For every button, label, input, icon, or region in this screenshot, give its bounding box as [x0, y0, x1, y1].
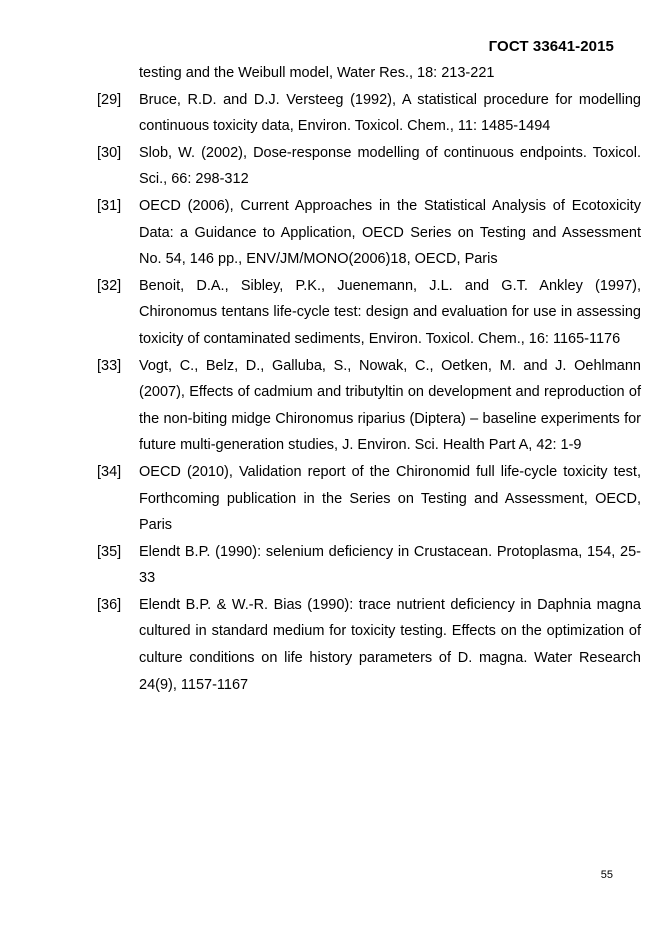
reference-number: [33] [97, 357, 122, 374]
reference-text: OECD (2010), Validation report of the Chironomid full life-cycle toxicity test, Forthcoming publication in the Series on Testing and Assessment, OECD, Paris [139, 463, 641, 534]
reference-number: [34] [97, 463, 122, 480]
reference-text: Slob, W. (2002), Dose-response modelling of continuous endpoints. Toxicol. Sci., 66: 298-312 [139, 144, 641, 188]
reference-text: Benoit, D.A., Sibley, P.K., Juenemann, J.L. and G.T. Ankley (1997), Chironomus tentans life-cycle test: design and evaluation for use in assessing toxicity of contaminated sediments, Environ. Toxicol. Chem., 16: 1165-1176 [139, 277, 641, 347]
reference-item-35 [97, 539, 641, 592]
reference-item-31 [97, 193, 641, 273]
reference-list [97, 60, 641, 698]
reference-number: [36] [97, 596, 122, 613]
reference-text: Bruce, R.D. and D.J. Versteeg (1992), A statistical procedure for modelling continuous toxicity data, Environ. Toxicol. Chem., 11: 1485-1494 [139, 91, 641, 135]
reference-text: Vogt, C., Belz, D., Galluba, S., Nowak, C., Oetken, M. and J. Oehlmann (2007), Effects of cadmium and tributyltin on development and reproduction of the non-biting midge Chironomus riparius (Diptera) – baseline experiments for future multi-generation studies, J. Environ. Sci. Health Part A, 42: 1-9 [139, 357, 641, 454]
reference-item-30 [97, 140, 641, 193]
reference-continuation: testing and the Weibull model, Water Res., 18: 213-221 [139, 65, 495, 81]
reference-item-33 [97, 353, 641, 459]
reference-item-34 [97, 459, 641, 539]
reference-text: Elendt B.P. & W.-R. Bias (1990): trace nutrient deficiency in Daphnia magna cultured in standard medium for toxicity testing. Effects on the optimization of culture conditions on life history parameters of D. magna. Water Research 24(9), 1157-1167 [139, 596, 641, 693]
reference-number: [32] [97, 277, 122, 294]
page-number: 55 [600, 869, 613, 881]
reference-text: Elendt B.P. (1990): selenium deficiency in Crustacean. Protoplasma, 154, 25-33 [139, 543, 641, 587]
reference-item-32 [97, 273, 641, 353]
reference-item-36 [97, 592, 641, 698]
reference-item-29 [97, 87, 641, 140]
reference-number: [35] [97, 543, 122, 560]
reference-number: [30] [97, 144, 122, 161]
reference-number: [31] [97, 197, 122, 214]
reference-number: [29] [97, 91, 122, 108]
document-header: ГОСТ 33641-2015 [488, 38, 614, 55]
reference-text: OECD (2006), Current Approaches in the Statistical Analysis of Ecotoxicity Data: a Guidance to Application, OECD Series on Testing and Assessment No. 54, 146 pp., ENV/JM/MONO(2006)18, OECD, Paris [139, 197, 641, 268]
